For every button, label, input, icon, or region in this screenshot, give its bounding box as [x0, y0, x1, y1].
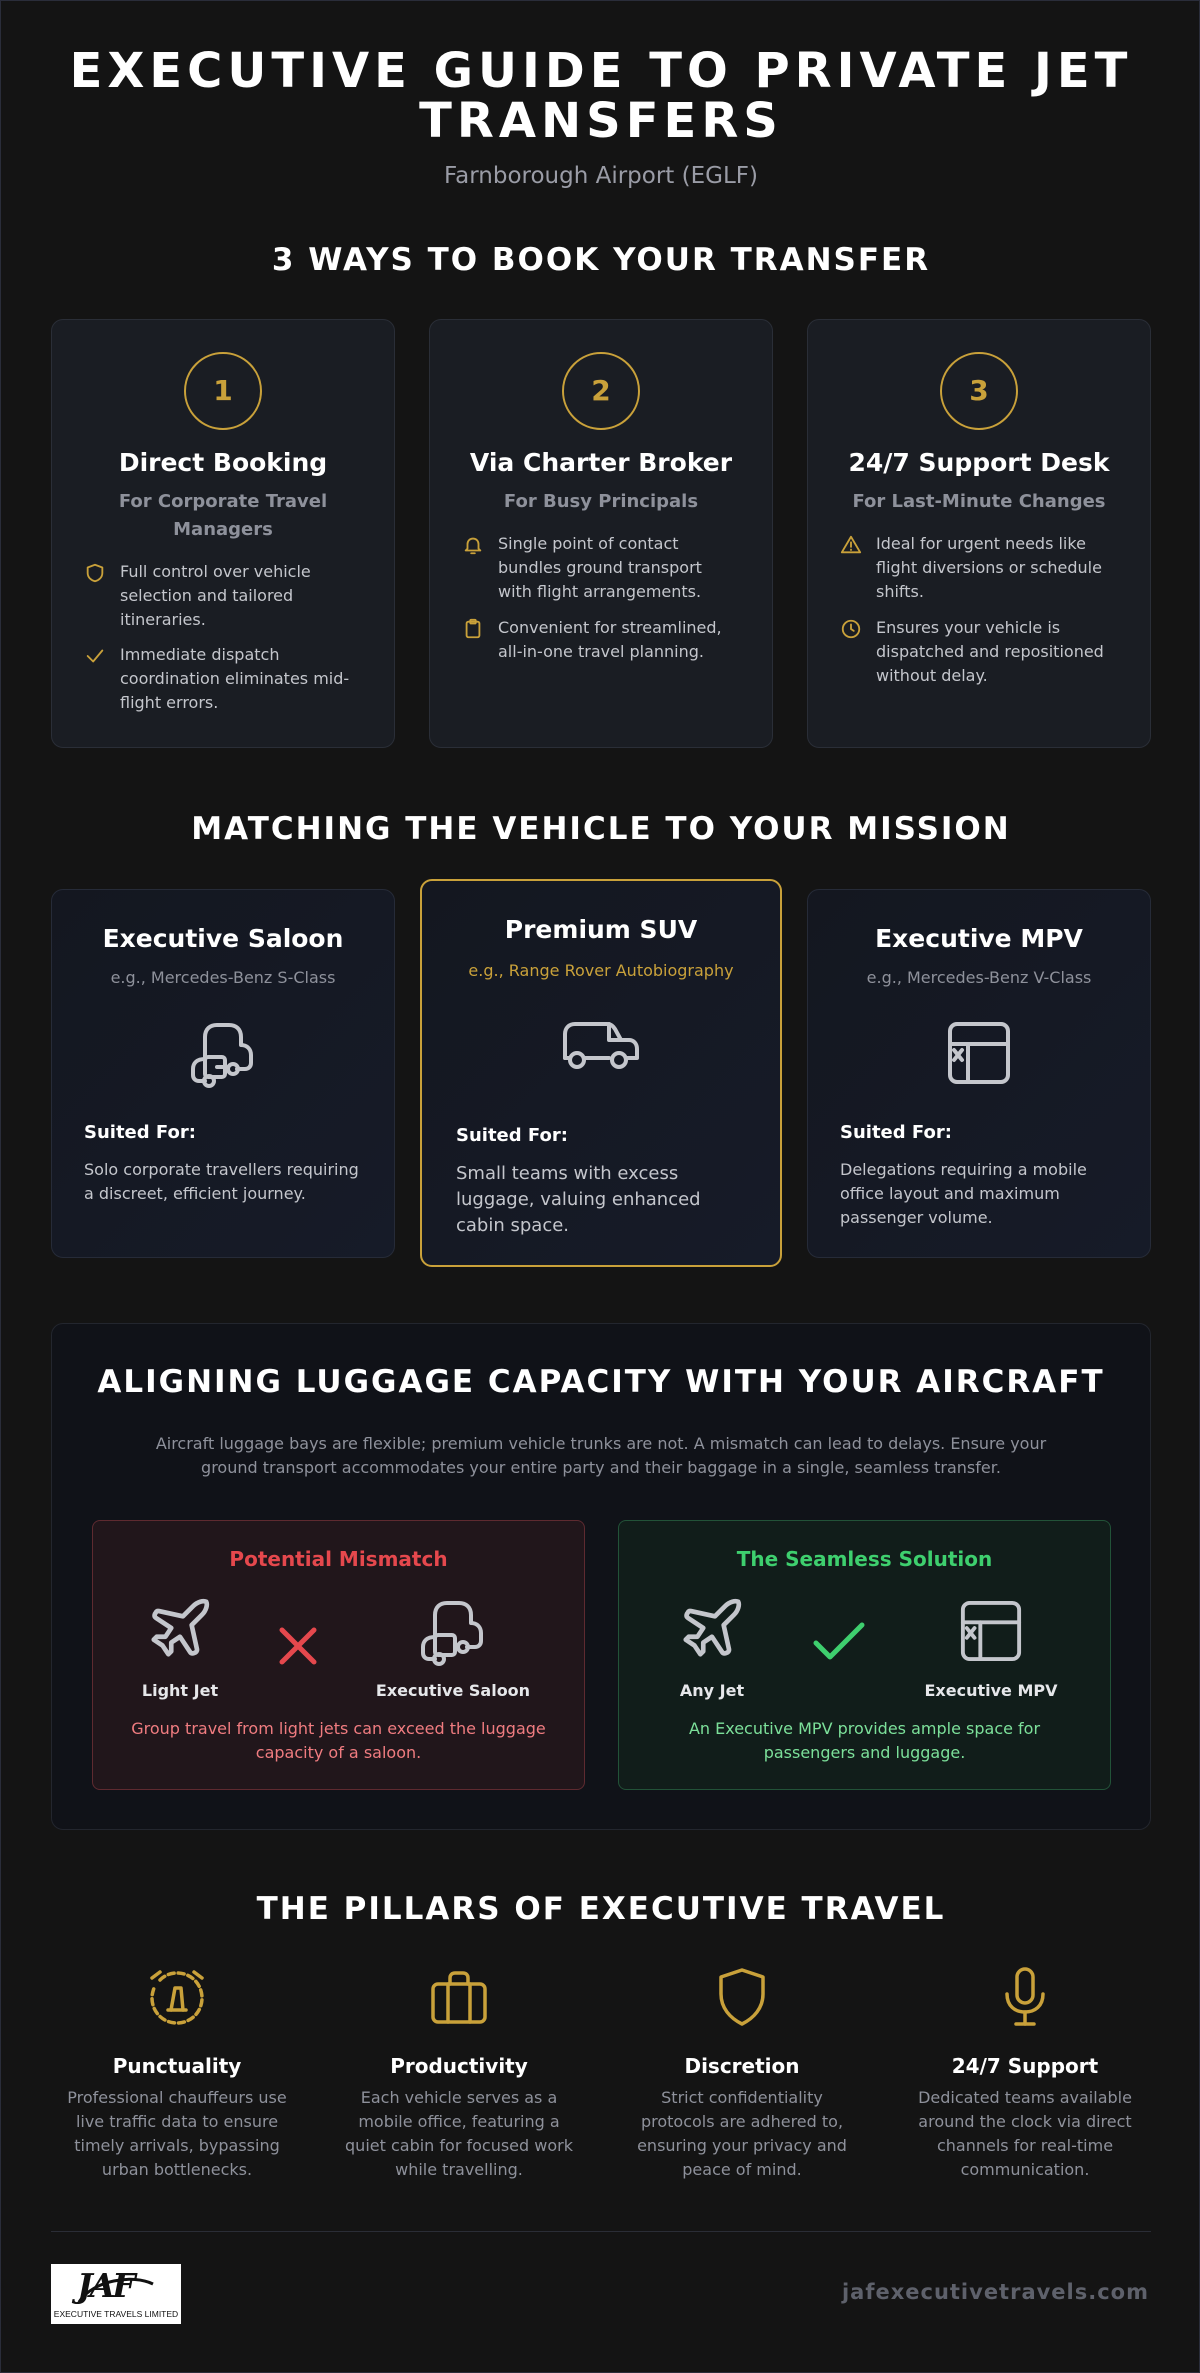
saloon-icon — [185, 1015, 261, 1091]
booking-card-support — [807, 319, 1151, 748]
saloon-icon — [415, 1593, 491, 1669]
vehicle-description: Delegations requiring a mobile office layout and maximum passenger volume. — [840, 1160, 1087, 1227]
mpv-icon — [959, 1599, 1023, 1663]
card-bullet — [840, 616, 1118, 688]
briefcase-icon — [428, 1966, 490, 2028]
mismatch-left-label: Light Jet — [141, 1681, 219, 1700]
clipboard-icon — [462, 618, 484, 640]
vehicle-description: Small teams with excess luggage, valuing enhanced cabin space. — [456, 1163, 701, 1236]
solution-panel — [618, 1520, 1111, 1790]
luggage-section — [51, 1323, 1151, 1830]
bullet-text: Convenient for streamlined, all-in-one travel planning. — [498, 618, 722, 661]
pillars-section-title: THE PILLARS OF EXECUTIVE TRAVEL — [256, 1891, 946, 1927]
luggage-intro: Aircraft luggage bays are flexible; premium vehicle trunks are not. A mismatch can lead to delays. Ensure your ground transport accommodates your entire party and their baggage in a single, seamless transfer. — [155, 1434, 1047, 1477]
pillar-description: Each vehicle serves as a mobile office, featuring a quiet cabin for focused work while travelling. — [345, 2088, 573, 2179]
pillar-title: Discretion — [684, 2054, 800, 2078]
vehicle-title: Executive Saloon — [102, 924, 344, 953]
mismatch-right-label: Executive Saloon — [375, 1681, 531, 1700]
shield-icon — [84, 562, 106, 584]
clock-icon — [840, 618, 862, 640]
card-bullet — [84, 560, 362, 632]
page-title-line-1: EXECUTIVE GUIDE TO PRIVATE JET — [69, 43, 1133, 99]
shield-icon — [711, 1966, 773, 2028]
booking-section-title: 3 WAYS TO BOOK YOUR TRANSFER — [271, 242, 931, 278]
step-number-badge: 3 — [940, 352, 1018, 430]
card-title: 24/7 Support Desk — [848, 448, 1110, 477]
alarm-clock-icon — [146, 1966, 208, 2028]
vehicle-example: e.g., Mercedes-Benz V-Class — [866, 968, 1092, 987]
pillar-productivity — [339, 1966, 579, 2182]
mismatch-note: Group travel from light jets can exceed the luggage capacity of a saloon. — [131, 1719, 546, 1762]
mismatch-panel — [92, 1520, 585, 1790]
check-icon — [812, 1621, 866, 1663]
warning-icon — [840, 534, 862, 556]
pillar-title: 24/7 Support — [951, 2054, 1099, 2078]
vehicle-card-saloon — [51, 889, 395, 1258]
step-number-badge: 2 — [562, 352, 640, 430]
pillar-description: Strict confidentiality protocols are adhered to, ensuring your privacy and peace of mind. — [637, 2088, 847, 2179]
pillar-support — [905, 1966, 1145, 2182]
solution-heading: The Seamless Solution — [736, 1547, 993, 1571]
pillar-punctuality — [57, 1966, 297, 2182]
vehicle-example: e.g., Range Rover Autobiography — [468, 961, 734, 980]
vehicle-card-mpv — [807, 889, 1151, 1258]
pillar-title: Productivity — [390, 2054, 528, 2078]
page-subtitle: Farnborough Airport (EGLF) — [444, 163, 758, 189]
page-title-line-2: TRANSFERS — [419, 93, 783, 149]
card-bullet — [462, 616, 740, 664]
suited-for-label: Suited For: — [840, 1122, 952, 1143]
bullet-text: Immediate dispatch coordination eliminates mid-flight errors. — [120, 645, 350, 712]
suv-icon — [561, 1016, 641, 1076]
logo-text: EXECUTIVE TRAVELS LIMITED — [53, 2309, 179, 2319]
bullet-text: Ensures your vehicle is dispatched and repositioned without delay. — [876, 618, 1104, 685]
solution-left-label: Any Jet — [679, 1681, 745, 1700]
vehicle-card-suv — [420, 879, 782, 1267]
vehicle-description: Solo corporate travellers requiring a discreet, efficient journey. — [84, 1160, 359, 1203]
company-logo[interactable] — [51, 2264, 181, 2324]
card-subtitle: For Last-Minute Changes — [852, 491, 1106, 512]
card-bullet — [84, 643, 362, 715]
pillar-title: Punctuality — [112, 2054, 242, 2078]
footer-divider — [51, 2231, 1151, 2232]
bell-icon — [462, 534, 484, 556]
airplane-icon — [677, 1593, 747, 1663]
vehicle-example: e.g., Mercedes-Benz S-Class — [110, 968, 336, 987]
luggage-section-title: ALIGNING LUGGAGE CAPACITY WITH YOUR AIRCRAFT — [97, 1364, 1105, 1400]
microphone-icon — [994, 1966, 1056, 2028]
pillar-description: Dedicated teams available around the clock via direct channels for real-time communication. — [918, 2088, 1132, 2179]
mpv-icon — [946, 1020, 1012, 1086]
vehicle-title: Executive MPV — [875, 924, 1083, 953]
bullet-text: Full control over vehicle selection and tailored itineraries. — [120, 562, 311, 629]
pillar-discretion — [622, 1966, 862, 2182]
airplane-icon — [145, 1593, 215, 1663]
card-bullet — [840, 532, 1118, 604]
check-icon — [84, 645, 106, 667]
solution-note: An Executive MPV provides ample space for passengers and luggage. — [688, 1719, 1041, 1762]
card-subtitle: For Busy Principals — [503, 491, 699, 512]
vehicles-section-title: MATCHING THE VEHICLE TO YOUR MISSION — [191, 811, 1011, 847]
card-title: Via Charter Broker — [469, 448, 733, 477]
logo-mark: JAF — [77, 2266, 133, 2305]
card-bullet — [462, 532, 740, 604]
bullet-text: Ideal for urgent needs like flight diversions or schedule shifts. — [876, 534, 1102, 601]
mismatch-heading: Potential Mismatch — [229, 1547, 448, 1571]
suited-for-label: Suited For: — [456, 1125, 568, 1146]
vehicle-title: Premium SUV — [504, 915, 698, 944]
bullet-text: Single point of contact bundles ground transport with flight arrangements. — [498, 534, 702, 601]
cross-icon — [278, 1626, 318, 1666]
website-link[interactable]: jafexecutivetravels.com — [841, 2280, 1149, 2304]
suited-for-label: Suited For: — [84, 1122, 196, 1143]
page-title — [1, 43, 1200, 149]
booking-card-direct — [51, 319, 395, 748]
card-title: Direct Booking — [118, 448, 328, 477]
step-number-badge: 1 — [184, 352, 262, 430]
pillar-description: Professional chauffeurs use live traffic data to ensure timely arrivals, bypassing urban bottlenecks. — [67, 2088, 287, 2179]
card-subtitle: For Corporate Travel Managers — [118, 491, 328, 540]
solution-right-label: Executive MPV — [924, 1681, 1058, 1700]
booking-card-broker — [429, 319, 773, 748]
